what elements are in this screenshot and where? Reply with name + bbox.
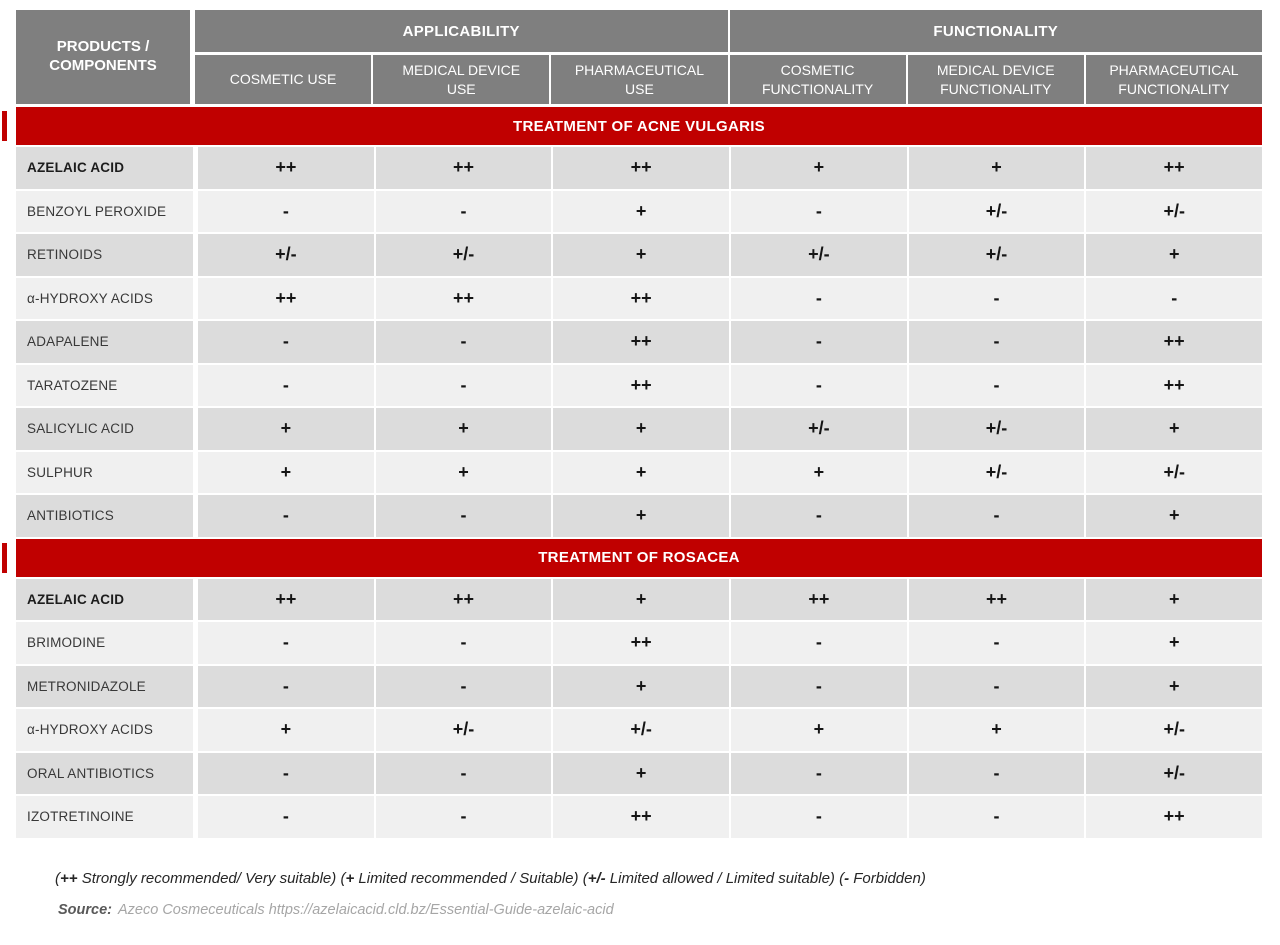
- product-name: SULPHUR: [16, 452, 193, 494]
- comparison-table: [16, 10, 1262, 840]
- rating-cell: +: [553, 408, 729, 450]
- product-name: SALICYLIC ACID: [16, 408, 193, 450]
- legend-item: (+ Limited recommended / Suitable): [340, 870, 583, 887]
- rating-cell: -: [731, 191, 907, 233]
- column-header-cosmetic-use: COSMETIC USE: [195, 54, 371, 104]
- rating-cell: ++: [1086, 321, 1262, 363]
- rating-cell: -: [1086, 278, 1262, 320]
- rating-cell: -: [376, 796, 552, 838]
- table-header: [16, 10, 1262, 104]
- product-name: ANTIBIOTICS: [16, 495, 193, 537]
- rating-cell: +: [553, 666, 729, 708]
- rating-cell: ++: [198, 579, 374, 621]
- rating-cell: -: [909, 622, 1085, 664]
- rating-cell: -: [731, 796, 907, 838]
- rating-cell: -: [198, 666, 374, 708]
- rating-cell: -: [909, 365, 1085, 407]
- legend-item: (++ Strongly recommended/ Very suitable): [55, 870, 341, 887]
- table-row: [16, 452, 1262, 494]
- legend-symbol: +/-: [587, 870, 606, 887]
- applicability-group-header: APPLICABILITY: [195, 10, 728, 52]
- rating-cell: ++: [553, 796, 729, 838]
- table-row: [16, 709, 1262, 751]
- table-row: [16, 622, 1262, 664]
- rating-cell: -: [198, 321, 374, 363]
- rating-cell: +: [1086, 622, 1262, 664]
- rating-cell: +: [553, 753, 729, 795]
- rating-cell: -: [731, 666, 907, 708]
- table-row: [16, 321, 1262, 363]
- rating-cell: +/-: [909, 452, 1085, 494]
- rating-cell: -: [909, 321, 1085, 363]
- rating-cell: -: [909, 666, 1085, 708]
- legend-symbol: -: [844, 870, 850, 887]
- product-name: IZOTRETINOINE: [16, 796, 193, 838]
- table-row: [16, 191, 1262, 233]
- rating-cell: ++: [553, 321, 729, 363]
- table-row: [16, 796, 1262, 838]
- rating-cell: -: [198, 191, 374, 233]
- rating-cell: +: [198, 709, 374, 751]
- product-name: ADAPALENE: [16, 321, 193, 363]
- rating-cell: ++: [553, 365, 729, 407]
- rating-cell: -: [376, 191, 552, 233]
- rating-cell: +/-: [1086, 191, 1262, 233]
- rating-cell: +/-: [1086, 452, 1262, 494]
- rating-cell: -: [909, 278, 1085, 320]
- table-row: [16, 579, 1262, 621]
- column-header-pharmaceutical-functionality: PHARMACEUTICAL FUNCTIONALITY: [1086, 54, 1262, 104]
- rating-cell: ++: [553, 622, 729, 664]
- rating-cell: +: [731, 147, 907, 189]
- rating-cell: -: [376, 753, 552, 795]
- rating-cell: ++: [553, 278, 729, 320]
- section-banner: TREATMENT OF ROSACEA: [16, 539, 1262, 577]
- rating-cell: +: [553, 579, 729, 621]
- rating-cell: -: [198, 495, 374, 537]
- rating-cell: -: [909, 753, 1085, 795]
- column-header-pharmaceutical-use: PHARMACEUTICAL USE: [551, 54, 727, 104]
- rating-cell: -: [731, 365, 907, 407]
- rating-cell: +: [553, 452, 729, 494]
- functionality-group-header: FUNCTIONALITY: [730, 10, 1263, 52]
- rating-cell: ++: [1086, 796, 1262, 838]
- rating-cell: +/-: [553, 709, 729, 751]
- legend-item: (- Forbidden): [839, 870, 926, 887]
- rating-cell: ++: [198, 147, 374, 189]
- rating-cell: +: [1086, 579, 1262, 621]
- rating-cell: +: [553, 495, 729, 537]
- rating-cell: -: [731, 622, 907, 664]
- rating-cell: -: [731, 495, 907, 537]
- rating-cell: -: [198, 796, 374, 838]
- rating-cell: -: [198, 622, 374, 664]
- rating-cell: +: [376, 452, 552, 494]
- product-name: α-HYDROXY ACIDS: [16, 709, 193, 751]
- rating-cell: +/-: [731, 234, 907, 276]
- rating-cell: ++: [1086, 365, 1262, 407]
- rating-cell: +/-: [731, 408, 907, 450]
- table-row: [16, 278, 1262, 320]
- product-name: AZELAIC ACID: [16, 147, 193, 189]
- rating-cell: ++: [731, 579, 907, 621]
- rating-cell: ++: [198, 278, 374, 320]
- rating-cell: -: [731, 321, 907, 363]
- rating-cell: +: [1086, 666, 1262, 708]
- rating-cell: +: [553, 191, 729, 233]
- legend-desc: Strongly recommended/ Very suitable: [81, 870, 332, 887]
- source-text: Azeco Cosmeceuticals https://azelaicacid.cld.bz/Essential-Guide-azelaic-acid: [118, 902, 614, 918]
- rating-cell: ++: [553, 147, 729, 189]
- rating-cell: +: [198, 408, 374, 450]
- product-name: AZELAIC ACID: [16, 579, 193, 621]
- legend-symbol: ++: [60, 870, 78, 887]
- table-body: [16, 107, 1262, 838]
- product-name: BENZOYL PEROXIDE: [16, 191, 193, 233]
- column-header-cosmetic-functionality: COSMETIC FUNCTIONALITY: [730, 54, 906, 104]
- rating-legend: [55, 870, 1235, 887]
- product-name: α-HYDROXY ACIDS: [16, 278, 193, 320]
- rating-cell: +: [376, 408, 552, 450]
- column-header-medical-device-use: MEDICAL DEVICE USE: [373, 54, 549, 104]
- rating-cell: +/-: [376, 709, 552, 751]
- rating-cell: +: [909, 709, 1085, 751]
- rating-cell: -: [376, 622, 552, 664]
- rating-cell: ++: [376, 147, 552, 189]
- source-label: Source:: [58, 902, 112, 918]
- table-row: [16, 147, 1262, 189]
- rating-cell: +: [909, 147, 1085, 189]
- table-row: [16, 408, 1262, 450]
- rating-cell: +: [553, 234, 729, 276]
- table-row: [16, 234, 1262, 276]
- products-components-header: PRODUCTS / COMPONENTS: [16, 10, 193, 104]
- rating-cell: -: [198, 365, 374, 407]
- rating-cell: -: [376, 666, 552, 708]
- rating-cell: +/-: [909, 191, 1085, 233]
- product-name: TARATOZENE: [16, 365, 193, 407]
- legend-symbol: +: [345, 870, 355, 887]
- rating-cell: +/-: [1086, 709, 1262, 751]
- rating-cell: ++: [376, 579, 552, 621]
- product-name: RETINOIDS: [16, 234, 193, 276]
- rating-cell: +: [1086, 408, 1262, 450]
- rating-cell: +: [1086, 234, 1262, 276]
- rating-cell: +/-: [376, 234, 552, 276]
- source-note: [58, 902, 614, 918]
- product-name: METRONIDAZOLE: [16, 666, 193, 708]
- rating-cell: -: [198, 753, 374, 795]
- rating-cell: +: [731, 452, 907, 494]
- rating-cell: -: [376, 321, 552, 363]
- rating-cell: -: [731, 278, 907, 320]
- rating-cell: -: [731, 753, 907, 795]
- rating-cell: ++: [909, 579, 1085, 621]
- rating-cell: ++: [1086, 147, 1262, 189]
- table-row: [16, 365, 1262, 407]
- rating-cell: ++: [376, 278, 552, 320]
- rating-cell: -: [376, 495, 552, 537]
- legend-desc: Limited allowed / Limited suitable: [609, 870, 830, 887]
- legend-desc: Forbidden: [853, 870, 921, 887]
- rating-cell: -: [909, 796, 1085, 838]
- product-name: ORAL ANTIBIOTICS: [16, 753, 193, 795]
- table-row: [16, 495, 1262, 537]
- section-banner: TREATMENT OF ACNE VULGARIS: [16, 107, 1262, 145]
- rating-cell: +: [1086, 495, 1262, 537]
- rating-cell: +/-: [198, 234, 374, 276]
- table-row: [16, 753, 1262, 795]
- product-name: BRIMODINE: [16, 622, 193, 664]
- table-row: [16, 666, 1262, 708]
- rating-cell: +/-: [909, 408, 1085, 450]
- rating-cell: +/-: [909, 234, 1085, 276]
- rating-cell: -: [376, 365, 552, 407]
- legend-desc: Limited recommended / Suitable: [358, 870, 574, 887]
- rating-cell: +: [198, 452, 374, 494]
- rating-cell: -: [909, 495, 1085, 537]
- legend-item: (+/- Limited allowed / Limited suitable): [582, 870, 840, 887]
- rating-cell: +/-: [1086, 753, 1262, 795]
- rating-cell: +: [731, 709, 907, 751]
- column-header-medical-device-functionality: MEDICAL DEVICE FUNCTIONALITY: [908, 54, 1084, 104]
